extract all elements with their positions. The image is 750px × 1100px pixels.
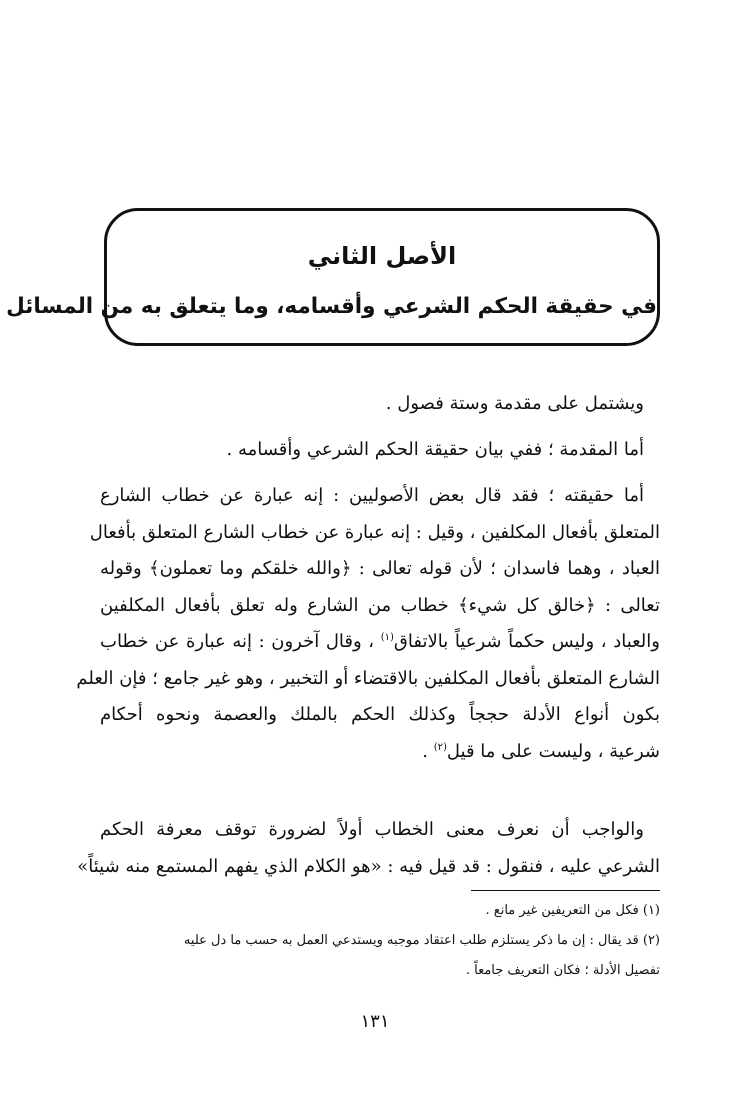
footnote-ref-1: (١) — [380, 632, 394, 643]
footnote-2-line-2: تفصيل الأدلة ؛ فكان التعريف جامعاً . — [465, 963, 660, 978]
text-line: ويشتمل على مقدمة وستة فصول . — [385, 393, 644, 414]
text-line: تعالى : ﴿خالق كل شيء﴾ خطاب من الشارع وله تعلق بأفعال المكلفين — [100, 594, 660, 616]
footnote-ref-2: (٢) — [433, 741, 447, 753]
text-line: الشارع المتعلق بأفعال المكلفين بالاقتضاء أو التخبير ، وهو غير جامع ؛ فإن العلم — [76, 667, 660, 689]
text-line — [100, 624, 660, 661]
chapter-title: الأصل الثاني — [307, 242, 457, 270]
page-number: ١٣١ — [360, 1011, 390, 1032]
text-segment: والعباد ، وليس حكماً شرعياً بالاتفاق — [393, 631, 660, 652]
footnote-1: (١) فكل من التعريفين غير مانع . — [485, 903, 660, 918]
text-segment: شرعية ، وليست على ما قيل — [446, 740, 660, 762]
chapter-subtitle: في حقيقة الحكم الشرعي وأقسامه، وما يتعلق به من المسائل — [6, 294, 657, 319]
text-segment: . — [422, 740, 428, 762]
paragraph-discourse — [77, 812, 660, 885]
text-line: الشرعي عليه ، فنقول : قد قيل فيه : «هو الكلام الذي يفهم المستمع منه شيئاً» — [77, 855, 660, 877]
text-line: المتعلق بأفعال المكلفين ، وقيل : إنه عبارة عن خطاب الشارع المتعلق بأفعال — [89, 521, 660, 543]
footnotes — [100, 896, 660, 986]
paragraph-introduction-section — [100, 432, 660, 469]
chapter-title-box — [6, 208, 660, 346]
text-line: والواجب أن نعرف معنى الخطاب أولاً لضرورة توقف معرفة الحكم — [100, 819, 644, 840]
text-segment: ، وقال آخرون : إنه عبارة عن خطاب — [100, 631, 375, 652]
footnote-2-line-1: (٢) قد يقال : إن ما ذكر يستلزم طلب اعتقاد موجبه ويستدعي العمل به حسب ما دل عليه — [183, 933, 660, 948]
paragraph-intro — [100, 386, 660, 423]
text-line — [100, 734, 660, 771]
footnote-divider — [471, 890, 660, 891]
text-line: أما المقدمة ؛ ففي بيان حقيقة الحكم الشرعي وأقسامه . — [226, 439, 644, 460]
paragraph-definition — [76, 478, 660, 770]
text-line: العباد ، وهما فاسدان ؛ لأن قوله تعالى : ﴿والله خلقكم وما تعملون﴾ وقوله — [100, 558, 660, 579]
text-line: بكون أنواع الأدلة حججاً وكذلك الحكم بالملك والعصمة ونحوه أحكام — [100, 704, 660, 725]
text-line: أما حقيقته ؛ فقد قال بعض الأصوليين : إنه عبارة عن خطاب الشارع — [100, 485, 644, 506]
